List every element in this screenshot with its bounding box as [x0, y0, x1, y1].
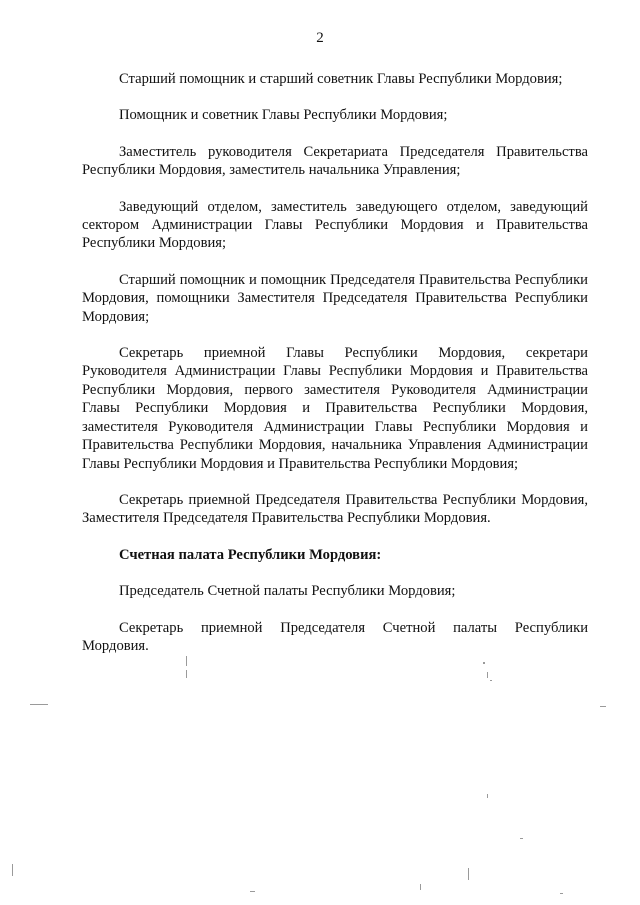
paragraph-senior-assistant: Старший помощник и старший советник Главы Республики Мордовия;: [119, 71, 563, 87]
document-body: [82, 70, 588, 655]
paragraph-reception-secretaries: Секретарь приемной Главы Республики Мордовия, секретари Руководителя Администрации Главы Республики Мордовия и Правительства Республики Мордовия, первого заместителя Руководителя Администрации Главы Республики Мордовия и Правительства Республики Мордовия, заместителя Руководителя Администрации Главы Республики Мордовия и Правительства Республики Мордовия, начальника Управления Администрации Главы Республики Мордовия и Правительства Республики Мордовия;: [82, 345, 588, 472]
paragraph-audit-chamber-secretary: Секретарь приемной Председателя Счетной палаты Республики Мордовия.: [82, 619, 588, 654]
paragraph-assistant-advisor: Помощник и советник Главы Республики Мордовия;: [119, 107, 448, 124]
paragraph-chairman-assistants: Старший помощник и помощник Председателя Правительства Республики Мордовия, помощники Заместителя Председателя Правительства Республики Мордовия;: [82, 271, 588, 325]
paragraph-audit-chamber-chairman: Председатель Счетной палаты Республики Мордовия;: [119, 583, 456, 600]
page-number: 2: [316, 30, 324, 46]
paragraph-head-of-department: Заведующий отделом, заместитель заведующего отделом, заведующий сектором Администрации Главы Республики Мордовия и Правительства Республики Мордовия;: [82, 198, 588, 252]
section-heading: Счетная палата Республики Мордовия:: [119, 546, 382, 563]
paragraph-chairman-reception-secretary: Секретарь приемной Председателя Правительства Республики Мордовия, Заместителя Председателя Правительства Республики Мордовия.: [82, 491, 588, 527]
paragraph-deputy-head-secretariat: Заместитель руководителя Секретариата Председателя Правительства Республики Мордовия, заместитель начальника Управления;: [82, 143, 588, 179]
